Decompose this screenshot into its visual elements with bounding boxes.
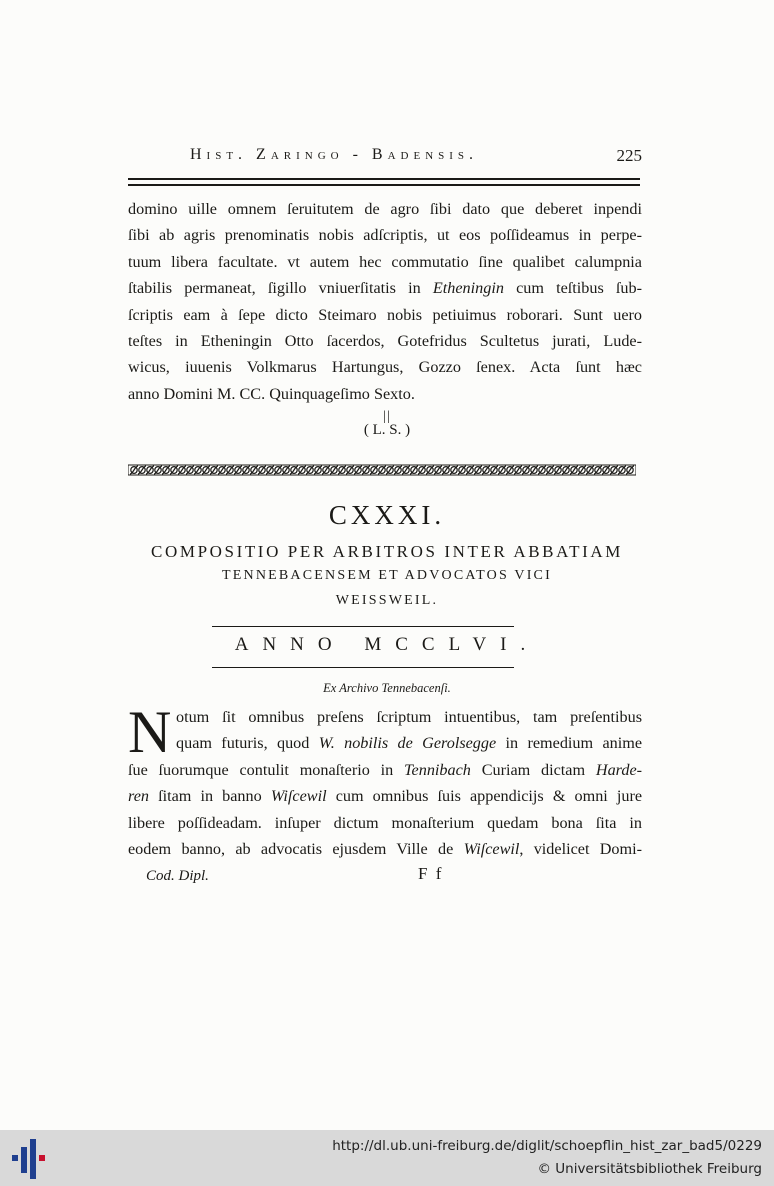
text-line: domino uille omnem ſeruitutem de agro ſibi dato que deberet inpendi	[128, 200, 642, 218]
source-note: Ex Archivo Tennebacenſi.	[323, 681, 451, 695]
text-line: teſtes in Etheningin Otto ſacerdos, Gotefridus Scultetus jurati, Lude-	[128, 332, 642, 351]
document-year: ANNO MCCLVI.	[234, 634, 540, 655]
footer-signature-mark: F f	[418, 864, 444, 883]
text-line: otum ſit omnibus preſens ſcriptum intuentibus, tam preſentibus	[176, 708, 642, 726]
drop-capital: N	[128, 699, 172, 765]
text-line: quam futuris, quod W. nobilis de Gerolsegge in remedium anime	[176, 734, 643, 753]
seal-bars: ||	[383, 409, 391, 424]
paragraph-charter-end	[128, 196, 642, 407]
header-rule-bottom	[128, 184, 640, 186]
source-url-link[interactable]: http://dl.ub.uni-freiburg.de/diglit/schoepflin_hist_zar_bad5/0229	[332, 1138, 762, 1154]
seal-mark	[0, 409, 774, 439]
text-line: libere poſſideadam. inſuper dictum monaſterium quedam bona ſita in	[128, 813, 642, 832]
text-line: ſue ſuorumque contulit monaſterio in Tennibach Curiam dictam Harde-	[128, 760, 643, 779]
document-title-line-2: TENNEBACENSEM ET ADVOCATOS VICI	[222, 568, 552, 583]
year-rule-top	[212, 626, 514, 627]
text-line: ſcriptis eam à ſepe dicto Steimaro nobis petiuimus roborari. Sunt uero	[128, 305, 642, 324]
document-title-line-3: WEISSWEIL.	[335, 593, 439, 608]
running-header	[190, 146, 650, 172]
footer-codex-label: Cod. Dipl.	[146, 868, 209, 884]
text-line: eodem banno, ab advocatis ejusdem Ville de Wiſcewil, videlicet Domi-	[128, 840, 643, 859]
text-line: ren ſitam in banno Wiſcewil cum omnibus ſuis appendicijs & omni jure	[128, 787, 643, 806]
header-rule-top	[128, 178, 640, 180]
copyright-notice: © Universitätsbibliothek Freiburg	[537, 1161, 762, 1177]
text-line: wicus, iuuenis Volkmarus Hartungus, Gozzo ſenex. Acta ſunt hæc	[128, 358, 642, 377]
year-rule-bottom	[212, 667, 514, 668]
text-line: ſibi ab agris prenominatis nobis adſcriptis, ut eos poſſideamus in perpe-	[128, 226, 642, 245]
ub-freiburg-logo-icon	[10, 1139, 50, 1179]
text-line: anno Domini M. CC. Quinquageſimo Sexto.	[128, 384, 415, 403]
running-title: Hist. Zaringo - Badensis.	[190, 146, 479, 163]
document-title-line-1: COMPOSITIO PER ARBITROS INTER ABBATIAM	[151, 542, 623, 561]
document-number: CXXXI.	[328, 500, 446, 530]
text-line: ſtabilis permaneat, ſigillo vniuerſitatis in Etheningin cum teſtibus ſub-	[128, 279, 643, 298]
page-number: 225	[616, 146, 642, 165]
rope-ornament-divider	[128, 462, 636, 478]
paragraph-compositio	[128, 699, 643, 862]
text-line: tuum libera facultate. vt autem hec commutatio ſine qualibet calumpnia	[128, 252, 642, 271]
seal-label: ( L. S. )	[363, 422, 411, 438]
library-footer-strip	[0, 1130, 774, 1186]
